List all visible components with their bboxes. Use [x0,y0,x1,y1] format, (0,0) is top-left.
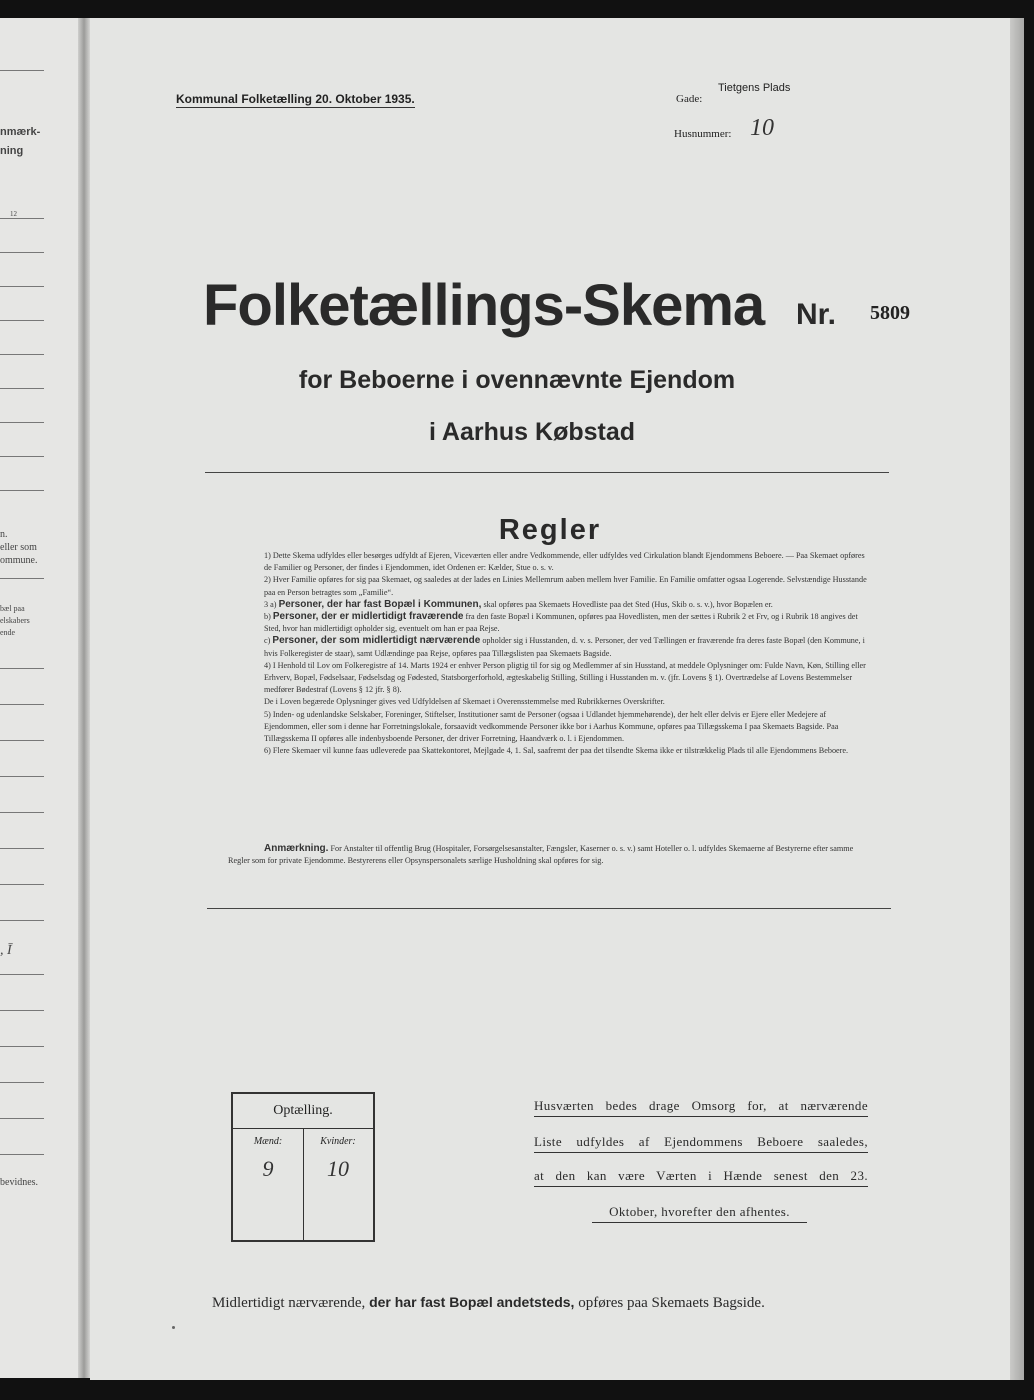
house-number-value: 10 [750,115,774,141]
notice-line: at den kan være Værten i Hænde senest den 23. [534,1168,868,1187]
footer-prefix: Midlertidigt nærværende, [212,1295,366,1311]
tally-title: Optælling. [233,1094,373,1129]
men-label: Mænd: [253,1136,283,1147]
tally-box [231,1092,375,1242]
rule-3a [228,599,868,611]
census-header: Kommunal Folketælling 20. Oktober 1935. [176,92,415,106]
rule-1: 1) Dette Skema udfyldes eller besørges udfyldt af Ejeren, Viceværten eller andre Vedkommende, eller udfyldes ved Cirkulation blandt Ejendommens Beboere. — Paa Skemaet opføres de Familier og Personer, der findes i Ejendommen, idet Ordenen er: Kælder, Stue o. s. v. [264,551,865,573]
divider [205,472,889,473]
left-fragment-text: bevidnes. [0,1177,39,1188]
form-subtitle: for Beboerne i ovennævnte Ejendom [298,366,736,394]
form-number-label: Nr. [796,298,837,331]
rule-3c-bold: Personer, der som midlertidigt nærværende [272,635,481,647]
rule-4b: De i Loven begærede Oplysninger gives ved Udfyldelsen af Skemaet i Overensstemmelse med Rubrikkernes Overskrifter. [264,697,665,707]
left-fragment-text: nmærk- [0,126,41,138]
remark-label: Anmærkning. [264,843,329,854]
adjacent-page-fragment [0,18,78,1378]
house-number-label: Husnummer: [674,128,732,140]
street-value: Tietgens Plads [718,82,791,94]
rule-3b-bold: Personer, der er midlertidigt fraværende [272,611,464,623]
rule-3a-text: skal opføres paa Skemaets Hovedliste paa det Sted (Hus, Skib o. s. v.), hvor Bopælen er. [483,599,773,609]
left-fragment-text: 12 [10,210,17,218]
men-count: 9 [262,1156,274,1181]
rule-2: 2) Hver Familie opføres for sig paa Skemaet, og saaledes at der lades en Linies Mellemrum aaben mellem hver Familie. En Familie omfatter ogsaa Logerende. Selvstændige Husstande paa en Person betragtes som „Familie“. [264,575,867,597]
footer-note [212,1294,765,1312]
rule-3b-prefix: b) [264,612,271,622]
left-fragment-text: ning [0,145,24,157]
notice-line: Husværten bedes drage Omsorg for, at nærværende [534,1098,868,1117]
form-number-value: 5809 [870,302,910,324]
rules-text [228,550,868,757]
rule-6: 6) Flere Skemaer vil kunne faas udleverede paa Skattekontoret, Mejlgade 4, 1. Sal, saafremt der paa det tilsendte Skema ikke er tilstrækkelig Plads til alle Ejendommens Beboere. [264,746,849,756]
rule-3b-text: fra den faste Bopæl i Kommunen, opføres paa Hovedlisten, men der sættes i Rubrik 2 et Frv, og i Rubrik 18 angives det Sted, hvor han midlertidigt opholder sig, eventuelt om han er paa Rejse. [264,612,858,634]
rule-3a-bold: Personer, der har fast Bopæl i Kommunen, [278,598,482,610]
left-fragment-text: ommune. [0,555,38,566]
rule-5: 5) Inden- og udenlandske Selskaber, Foreninger, Stiftelser, Institutioner samt de Personer (ogsaa i Udlandet hjemmehørende), der helt eller delvis er Ejere eller Medejere af Ejendommen, eller som i denne har Forretningslokale, forsaavidt vedkommende Personer ikke bor i Aarhus Kommune, opføres paa Tillægsskema I paa Skemaets Bagside. Paa Tillægsskema II opføres alle indenbysboende Personer, der driver Forretning, Haandværk o. l. i Ejendommen. [264,709,839,744]
book-gutter [78,18,90,1378]
form-title: Folketællings-Skema [203,273,765,338]
street-label: Gade: [676,93,703,105]
left-fragment-text: , Ī [0,943,12,958]
page-edge [1010,18,1024,1380]
left-fragment-text: ende [0,628,16,637]
left-fragment-text: eller som [0,542,37,553]
rule-3c [228,635,868,659]
left-fragment-text: n. [0,529,8,540]
women-count: 10 [327,1156,349,1181]
remark-text: For Anstalter til offentlig Brug (Hospitaler, Forsørgelsesanstalter, Fængsler, Kaserner o. s. v.) samt Hoteller o. l. udfyldes Skemaerne af Bestyrerne efter samme Regler som for private Ejendomme. Bestyrerens eller Opsynspersonalets særlige Husholdning skal opføres for sig. [228,844,854,866]
rule-3c-text: opholder sig i Husstanden, d. v. s. Personer, der ved Tællingen er fraværende fra deres faste Bopæl (den Kommune, i hvis Folkeregister de staar), samt Udlændinge paa Rejse, opføres paa Tillægslisten paa Skemaets Bagside. [264,636,865,658]
rule-3c-prefix: c) [264,636,271,646]
paper-speck [172,1326,175,1329]
notice-line: Liste udfyldes af Ejendommens Beboere saaledes, [534,1134,868,1153]
footer-suffix: opføres paa Skemaets Bagside. [578,1295,765,1311]
rule-4: 4) I Henhold til Lov om Folkeregistre af 14. Marts 1924 er enhver Person pligtig til for sig og Medlemmer af sin Husstand, at meddele Oplysninger om: Fulde Navn, Køn, Stilling eller Erhverv, Bopæl, Fødselsaar, Fødselsdag og Fødested, Statsborgerforhold, ægteskabelig Stilling, Stilling i Husstanden m. v. (jfr. Lovens § 1). Overtrædelse af Lovens Bestemmelser medfører Bødestraf (Lovens § 12 jfr. § 8). [264,660,866,695]
women-label: Kvinder: [320,1136,356,1147]
notice-line: Oktober, hvorefter den afhentes. [592,1204,807,1223]
left-fragment-text: elskabers [0,616,30,625]
rule-3b [228,611,868,635]
form-subtitle-city: i Aarhus Købstad [428,418,636,446]
footer-bold: der har fast Bopæl andetsteds, [369,1294,575,1310]
rules-heading: Regler [498,514,602,546]
rule-3a-prefix: 3 a) [264,599,277,609]
left-fragment-text: bæl paa [0,604,25,613]
divider [207,908,891,909]
remark [228,843,870,867]
